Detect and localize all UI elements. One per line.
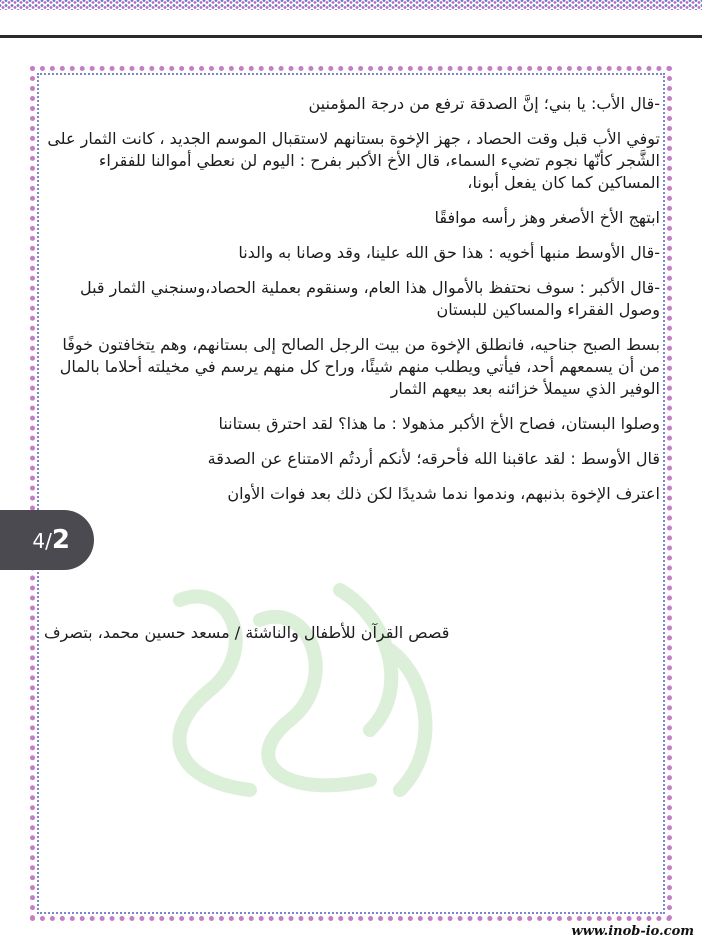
page-total: 4 <box>32 529 46 553</box>
paragraph: توفي الأب قبل وقت الحصاد ، جهز الإخوة بستانهم لاستقبال الموسم الجديد ، كانت الثمار على الشَّجر كأنّها نجوم تضيء السماء، قال الأخ الأكبر بفرح : اليوم لن نعطي أموالنا للفقراء المساكين كما كان يفعل أبونا، <box>47 129 660 192</box>
top-divider <box>0 35 702 38</box>
page-separator: / <box>45 529 52 553</box>
paragraph: -قال الأكبر : سوف نحتفظ بالأموال هذا العام، وسنقوم بعملية الحصاد،وسنجني الثمار قبل وصول الفقراء والمساكين للبستان <box>79 278 660 319</box>
source-citation: قصص القرآن للأطفال والناشئة / مسعد حسين محمد، بتصرف <box>44 623 450 642</box>
paragraph: -قال الأوسط منبها أخويه : هذا حق الله علينا، وقد وصانا به والدنا <box>238 243 660 262</box>
paragraph: ابتهج الأخ الأصغر وهز رأسه موافقًا <box>434 208 660 227</box>
paragraph: اعترف الإخوة بذنبهم، وندموا ندما شديدًا لكن ذلك بعد فوات الأوان <box>227 484 660 503</box>
page-current: 2 <box>51 525 70 555</box>
paragraph: -قال الأب: يا بني؛ إنَّ الصدقة ترفع من درجة المؤمنين <box>308 94 660 113</box>
story-text <box>44 93 660 518</box>
paragraph: قال الأوسط : لقد عاقبنا الله فأحرقه؛ لأنكم أردتُم الامتناع عن الصدقة <box>207 449 660 468</box>
paragraph: بسط الصبح جناحيه، فانطلق الإخوة من بيت الرجل الصالح إلى بستانهم، وهم يتخافتون خوفًا من أن يسمعهم أحد، فيأتي ويطلب منهم شيئًا، وراح كل منهم يرسم في مخيلته أحلاما بالمال الوفير الذي سيملأ خزائنه بعد بيعهم الثمار <box>59 335 660 398</box>
top-decorative-border <box>0 0 702 10</box>
website-link[interactable]: www.inob-io.com <box>571 924 694 939</box>
page-indicator[interactable] <box>0 510 94 570</box>
paragraph: وصلوا البستان، فصاح الأخ الأكبر مذهولا : ما هذا؟ لقد احترق بستاننا <box>218 414 660 433</box>
